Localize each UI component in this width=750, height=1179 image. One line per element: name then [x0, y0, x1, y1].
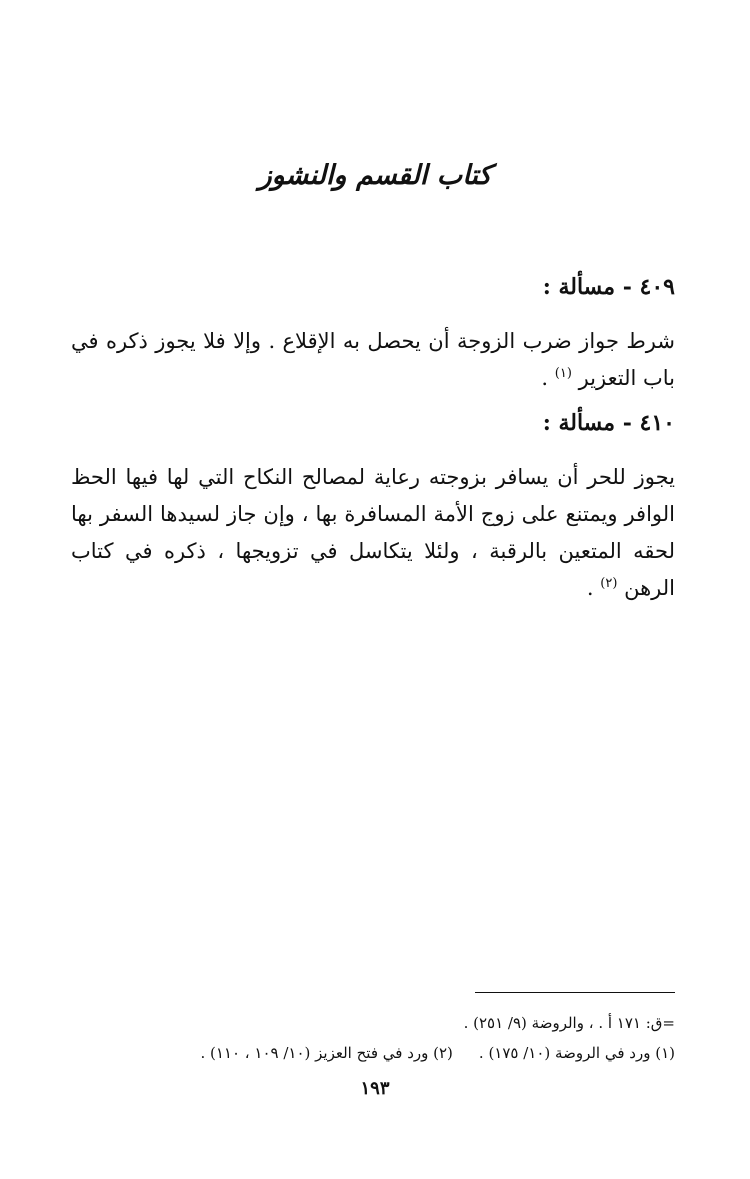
footnote-continuation: =ق: ١٧١ أ . ، والروضة (٩/ ٢٥١) . [463, 1014, 675, 1032]
footnotes [71, 1008, 675, 1068]
footnote-marker: (٢) [600, 576, 618, 591]
issue-body-409 [71, 323, 675, 397]
footnote-1: (١) ورد في الروضة (١٠/ ١٧٥) . [478, 1044, 675, 1062]
issue-paragraph [71, 323, 675, 397]
footnote-marker: (١) [554, 366, 572, 381]
issue-text: شرط جواز ضرب الزوجة أن يحصل به الإقلاع . وإلا فلا يجوز ذكره في باب التعزير [71, 329, 675, 390]
page-number: ١٩٣ [360, 1078, 390, 1099]
issue-heading-410: ٤١٠ - مسألة : [542, 410, 675, 436]
footnote-2: (٢) ورد في فتح العزيز (١٠/ ١٠٩ ، ١١٠) . [200, 1044, 453, 1062]
issue-text: يجوز للحر أن يسافر بزوجته رعاية لمصالح النكاح التي لها فيها الحظ الوافر ويمتنع على زوج الأمة المسافرة بها ، وإن جاز لسيدها السفر بها لحقه المتعين بالرقبة ، ولئلا يتكاسل في تزويجها ، ذكره في كتاب الرهن [71, 465, 675, 600]
footnote-divider [475, 992, 675, 993]
sentence-end: . [541, 366, 555, 390]
chapter-title: كتاب القسم والنشوز [258, 160, 492, 191]
sentence-end: . [586, 576, 601, 600]
issue-heading-409: ٤٠٩ - مسألة : [542, 274, 675, 300]
issue-body-410 [71, 459, 675, 607]
footnote-line [71, 1038, 675, 1068]
issue-paragraph [71, 459, 675, 607]
